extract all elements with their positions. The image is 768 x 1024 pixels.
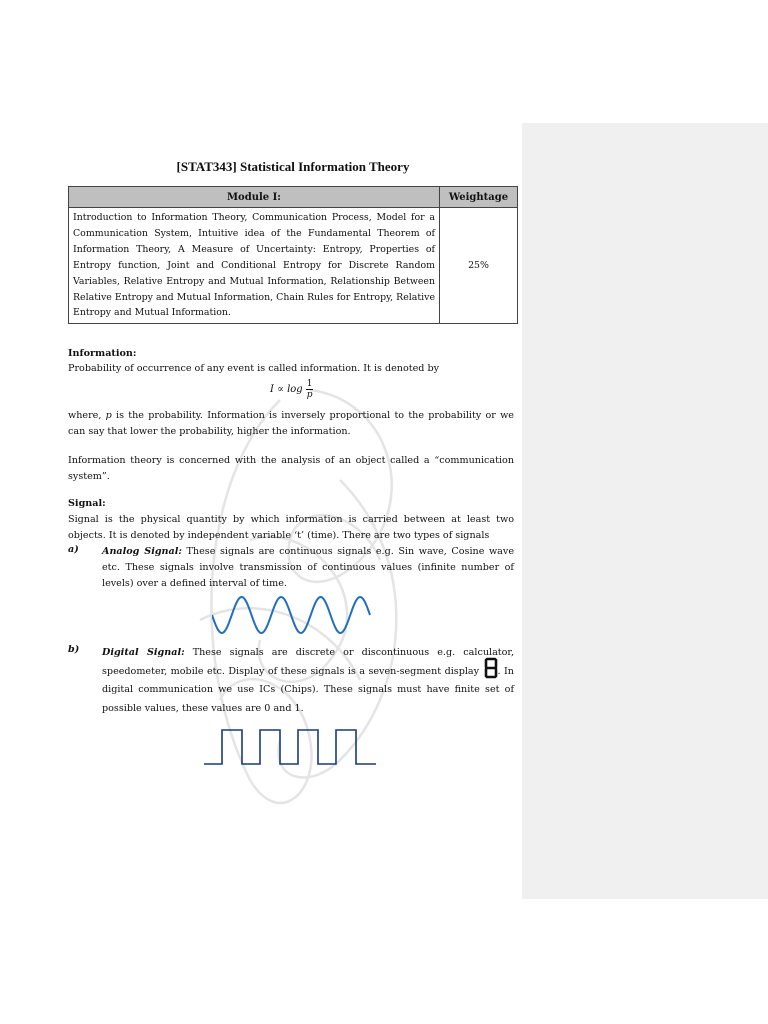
square-wave-illustration (204, 728, 380, 768)
digital-signal-item (102, 644, 514, 718)
list-marker-a: a) (68, 544, 79, 555)
list-marker-b: b) (68, 644, 80, 655)
seven-segment-icon (484, 657, 498, 679)
page-title: [STAT343] Statistical Information Theory (176, 159, 410, 174)
formula-lhs: I ∝ log (270, 384, 303, 395)
para-pre: where, (68, 410, 106, 421)
signal-paragraph: Signal is the physical quantity by which information is carried between at least two objects. It is denoted by independent variable ‘t’ (time). There are two types of signals (68, 514, 514, 541)
analog-signal-text: These signals are continuous signals e.g. Sin wave, Cosine wave etc. These signals involve transmission of continuous values (infinite number of levels) over a defined interval of time. (102, 546, 514, 589)
digital-signal-text-2: . In digital communication we use ICs (Chips). These signals must have finite set of possible values, these values are 0 and 1. (102, 665, 514, 714)
sine-wave-illustration (212, 594, 372, 636)
information-heading: Information: (68, 348, 137, 359)
formula-numerator: 1 (306, 379, 313, 389)
weightage-value: 25% (440, 208, 518, 324)
digital-signal-text-1: These signals are discrete or discontinuous e.g. calculator, speedometer, mobile etc. Display of these signals is a seven-segment display (102, 647, 514, 677)
para-post: is the probability. Information is inversely proportional to the probability or we can say that lower the probability, higher the information. (68, 410, 514, 437)
module-table (68, 186, 518, 324)
square-wave-path (204, 730, 376, 764)
communication-paragraph: Information theory is concerned with the analysis of an object called a “communication system”. (68, 455, 514, 482)
module-header: Module I: (69, 187, 440, 208)
information-formula (270, 379, 313, 400)
comment-pane (522, 123, 768, 899)
signal-heading: Signal: (68, 498, 106, 509)
formula-denominator: p (306, 390, 313, 400)
digital-signal-label: Digital Signal: (102, 647, 185, 658)
analog-signal-item (102, 544, 514, 591)
weightage-header: Weightage (440, 187, 518, 208)
analog-signal-label: Analog Signal: (102, 546, 182, 557)
information-paragraph (68, 408, 514, 439)
information-definition: Probability of occurrence of any event is called information. It is denoted by (68, 363, 440, 374)
module-content: Introduction to Information Theory, Communication Process, Model for a Communication System, Intuitive idea of the Fundamental Theorem of Information Theory, A Measure of Uncertainty: Entropy, Properties of Entropy function, Joint and Conditional Entropy for Discrete Random Variables, Relative Entropy and Mutual Information, Relationship Between Relative Entropy and Mutual Information, Chain Rules for Entropy, Relative Entropy and Mutual Information. (69, 208, 440, 324)
sine-wave-path (212, 597, 370, 633)
para-var: p (105, 410, 112, 421)
formula-fraction (306, 379, 314, 400)
